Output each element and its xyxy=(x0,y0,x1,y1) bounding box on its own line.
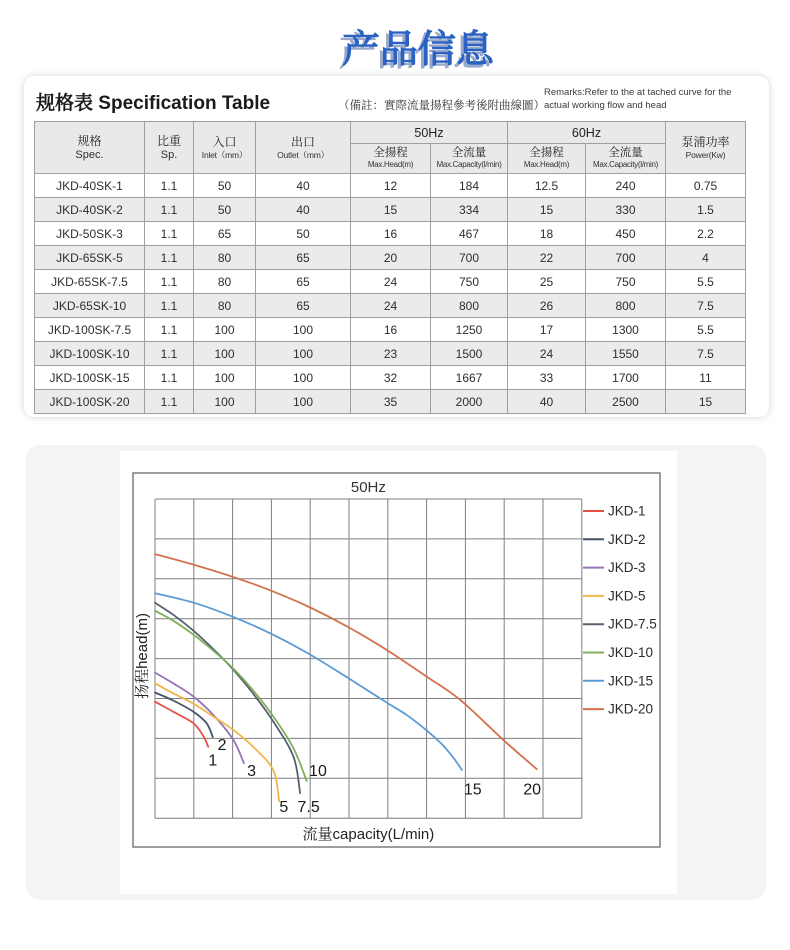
spec-value-cell: 40 xyxy=(256,174,351,198)
spec-value-cell: 2000 xyxy=(431,390,508,414)
col-header-60hz-capacity: 全流量 Max.Capacity(l/min) xyxy=(586,144,666,174)
spec-name-cell: JKD-65SK-7.5 xyxy=(35,270,145,294)
spec-value-cell: 12.5 xyxy=(508,174,586,198)
spec-value-cell: 50 xyxy=(194,174,256,198)
chart-title: 50Hz xyxy=(350,479,386,496)
chart-panel xyxy=(120,451,677,894)
spec-name-cell: JKD-40SK-2 xyxy=(35,198,145,222)
curve-JKD-15 xyxy=(155,593,462,770)
spec-heading-zh: 规格表 xyxy=(36,93,94,114)
spec-value-cell: 25 xyxy=(508,270,586,294)
spec-value-cell: 24 xyxy=(351,270,431,294)
spec-value-cell: 15 xyxy=(666,390,746,414)
spec-value-cell: 1500 xyxy=(431,342,508,366)
spec-table-card xyxy=(24,76,769,417)
col-header-50hz-head: 全揚程 Max.Head(m) xyxy=(351,144,431,174)
spec-value-cell: 1.1 xyxy=(145,270,194,294)
spec-value-cell: 5.5 xyxy=(666,270,746,294)
spec-value-cell: 100 xyxy=(256,318,351,342)
spec-remark-zh: （備註：實際流量揚程參考後附曲線圖） xyxy=(338,100,545,112)
spec-value-cell: 20 xyxy=(351,246,431,270)
spec-name-cell: JKD-40SK-1 xyxy=(35,174,145,198)
spec-name-cell: JKD-100SK-15 xyxy=(35,366,145,390)
spec-value-cell: 1700 xyxy=(586,366,666,390)
spec-value-cell: 330 xyxy=(586,198,666,222)
legend-label-JKD-10: JKD-10 xyxy=(608,645,654,660)
table-row xyxy=(35,342,746,366)
spec-value-cell: 18 xyxy=(508,222,586,246)
spec-value-cell: 100 xyxy=(194,390,256,414)
table-row xyxy=(35,366,746,390)
legend-label-JKD-5: JKD-5 xyxy=(608,588,646,604)
col-header-60hz-head: 全揚程 Max.Head(m) xyxy=(508,144,586,174)
spec-value-cell: 100 xyxy=(256,342,351,366)
spec-value-cell: 16 xyxy=(351,222,431,246)
spec-value-cell: 100 xyxy=(194,366,256,390)
spec-value-cell: 1300 xyxy=(586,318,666,342)
spec-remark-en-line2: actual working flow and head xyxy=(544,100,667,111)
spec-value-cell: 1.1 xyxy=(145,366,194,390)
legend-label-JKD-20: JKD-20 xyxy=(608,701,654,717)
spec-value-cell: 1.1 xyxy=(145,294,194,318)
spec-name-cell: JKD-100SK-20 xyxy=(35,390,145,414)
curve-end-label-JKD-10: 10 xyxy=(309,763,327,781)
spec-value-cell: 80 xyxy=(194,294,256,318)
spec-value-cell: 1.1 xyxy=(145,318,194,342)
spec-value-cell: 1.1 xyxy=(145,174,194,198)
spec-value-cell: 16 xyxy=(351,318,431,342)
spec-value-cell: 334 xyxy=(431,198,508,222)
table-row xyxy=(35,174,746,198)
spec-value-cell: 1550 xyxy=(586,342,666,366)
spec-value-cell: 17 xyxy=(508,318,586,342)
spec-value-cell: 700 xyxy=(586,246,666,270)
spec-value-cell: 0.75 xyxy=(666,174,746,198)
col-header-sp: 比重 Sp. xyxy=(145,122,194,174)
table-row xyxy=(35,246,746,270)
legend-label-JKD-15: JKD-15 xyxy=(608,673,654,689)
spec-value-cell: 4 xyxy=(666,246,746,270)
spec-value-cell: 100 xyxy=(256,366,351,390)
spec-value-cell: 800 xyxy=(431,294,508,318)
spec-value-cell: 80 xyxy=(194,270,256,294)
page-title: 产品信息 xyxy=(341,29,494,71)
spec-value-cell: 26 xyxy=(508,294,586,318)
spec-value-cell: 1.1 xyxy=(145,246,194,270)
table-row xyxy=(35,222,746,246)
curve-end-label-JKD-2: 2 xyxy=(217,736,227,754)
spec-value-cell: 24 xyxy=(351,294,431,318)
chart-border-box xyxy=(133,473,660,847)
spec-name-cell: JKD-100SK-10 xyxy=(35,342,145,366)
legend-label-JKD-2: JKD-2 xyxy=(608,531,646,547)
spec-value-cell: 450 xyxy=(586,222,666,246)
spec-value-cell: 65 xyxy=(194,222,256,246)
spec-value-cell: 5.5 xyxy=(666,318,746,342)
spec-value-cell: 11 xyxy=(666,366,746,390)
curve-end-label-JKD-3: 3 xyxy=(247,763,257,781)
col-header-power: 泵浦功率 Power(Kw) xyxy=(666,122,746,174)
spec-value-cell: 100 xyxy=(194,342,256,366)
spec-value-cell: 50 xyxy=(194,198,256,222)
spec-value-cell: 22 xyxy=(508,246,586,270)
curve-JKD-7.5 xyxy=(155,603,300,793)
table-row xyxy=(35,270,746,294)
performance-chart-card xyxy=(26,445,766,900)
legend-label-JKD-3: JKD-3 xyxy=(608,560,646,576)
col-header-spec: 规格 Spec. xyxy=(35,122,145,174)
spec-value-cell: 800 xyxy=(586,294,666,318)
spec-name-cell: JKD-65SK-10 xyxy=(35,294,145,318)
spec-remark-en xyxy=(544,86,762,112)
spec-value-cell: 24 xyxy=(508,342,586,366)
spec-value-cell: 100 xyxy=(194,318,256,342)
y-axis-label: 扬程head(m) xyxy=(134,613,151,699)
spec-value-cell: 240 xyxy=(586,174,666,198)
spec-value-cell: 1.1 xyxy=(145,342,194,366)
spec-value-cell: 1250 xyxy=(431,318,508,342)
table-row xyxy=(35,390,746,414)
col-header-outlet: 出口 Outlet（mm） xyxy=(256,122,351,174)
spec-value-cell: 12 xyxy=(351,174,431,198)
curve-end-label-JKD-5: 5 xyxy=(279,799,289,817)
legend-label-JKD-1: JKD-1 xyxy=(608,503,646,519)
specification-table xyxy=(34,121,746,414)
spec-value-cell: 65 xyxy=(256,294,351,318)
legend-label-JKD-7.5: JKD-7.5 xyxy=(608,616,657,632)
spec-value-cell: 15 xyxy=(351,198,431,222)
spec-value-cell: 750 xyxy=(586,270,666,294)
spec-value-cell: 33 xyxy=(508,366,586,390)
spec-value-cell: 1.1 xyxy=(145,198,194,222)
spec-value-cell: 100 xyxy=(256,390,351,414)
spec-value-cell: 80 xyxy=(194,246,256,270)
spec-value-cell: 40 xyxy=(256,198,351,222)
spec-value-cell: 1.5 xyxy=(666,198,746,222)
spec-value-cell: 50 xyxy=(256,222,351,246)
table-row xyxy=(35,318,746,342)
col-header-inlet: 入口 Inlet（mm） xyxy=(194,122,256,174)
spec-value-cell: 35 xyxy=(351,390,431,414)
spec-name-cell: JKD-50SK-3 xyxy=(35,222,145,246)
x-axis-label: 流量capacity(L/min) xyxy=(302,826,435,843)
spec-heading-en: Specification Table xyxy=(98,93,271,114)
spec-value-cell: 2500 xyxy=(586,390,666,414)
curve-end-label-JKD-15: 15 xyxy=(463,781,482,799)
spec-name-cell: JKD-65SK-5 xyxy=(35,246,145,270)
table-row xyxy=(35,198,746,222)
pump-curve-chart xyxy=(120,451,677,894)
spec-value-cell: 15 xyxy=(508,198,586,222)
col-header-50hz-capacity: 全流量 Max.Capacity(l/min) xyxy=(431,144,508,174)
spec-value-cell: 1667 xyxy=(431,366,508,390)
spec-value-cell: 700 xyxy=(431,246,508,270)
spec-value-cell: 467 xyxy=(431,222,508,246)
spec-value-cell: 40 xyxy=(508,390,586,414)
spec-value-cell: 65 xyxy=(256,246,351,270)
spec-name-cell: JKD-100SK-7.5 xyxy=(35,318,145,342)
table-row xyxy=(35,294,746,318)
spec-value-cell: 2.2 xyxy=(666,222,746,246)
curve-end-label-JKD-7.5: 7.5 xyxy=(297,799,320,817)
spec-section-heading xyxy=(36,88,270,115)
spec-remark-en-line1: Remarks:Refer to the at tached curve for the xyxy=(544,87,732,98)
spec-value-cell: 750 xyxy=(431,270,508,294)
curve-end-label-JKD-20: 20 xyxy=(523,781,542,799)
spec-value-cell: 1.1 xyxy=(145,222,194,246)
spec-value-cell: 23 xyxy=(351,342,431,366)
spec-value-cell: 1.1 xyxy=(145,390,194,414)
spec-value-cell: 32 xyxy=(351,366,431,390)
spec-value-cell: 7.5 xyxy=(666,342,746,366)
spec-value-cell: 7.5 xyxy=(666,294,746,318)
curve-end-label-JKD-1: 1 xyxy=(208,752,218,770)
spec-value-cell: 65 xyxy=(256,270,351,294)
col-group-50hz: 50Hz xyxy=(351,122,508,144)
col-group-60hz: 60Hz xyxy=(508,122,666,144)
spec-value-cell: 184 xyxy=(431,174,508,198)
curve-JKD-3 xyxy=(155,673,244,764)
